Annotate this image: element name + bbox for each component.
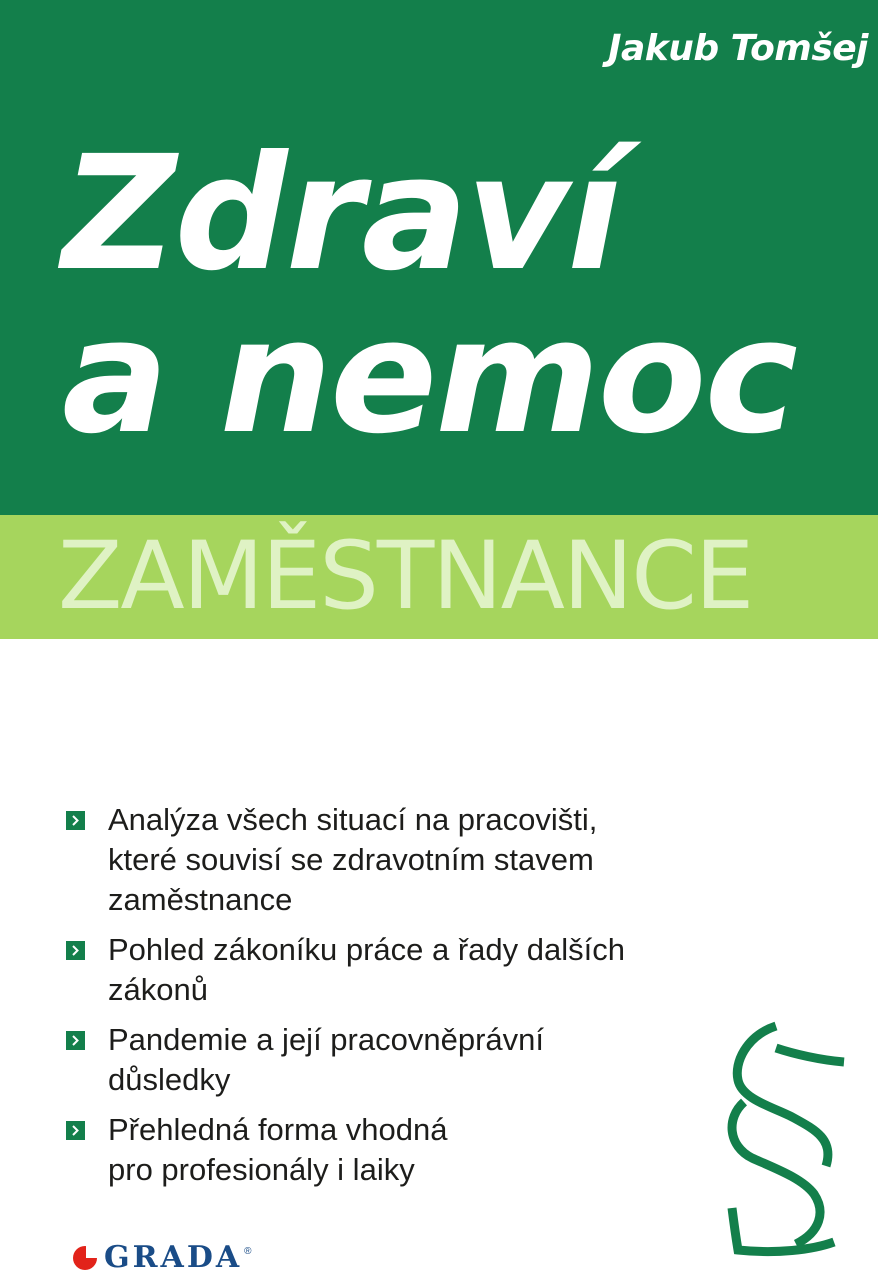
list-item bbox=[66, 800, 686, 920]
feature-text-line: důsledky bbox=[108, 1062, 231, 1097]
publisher-name: GRADA bbox=[104, 1240, 243, 1275]
feature-text-line: Pandemie a její pracovněprávní bbox=[108, 1022, 544, 1057]
section-sign-icon bbox=[716, 1018, 866, 1258]
feature-text-line: zaměstnance bbox=[108, 882, 293, 917]
book-title-line-1: Zdraví bbox=[62, 122, 620, 306]
publisher-logo bbox=[70, 1240, 252, 1275]
feature-text-line: zákonů bbox=[108, 972, 208, 1007]
feature-text-line: Pohled zákoníku práce a řady dalších bbox=[108, 932, 625, 967]
feature-text-line: které souvisí se zdravotním stavem bbox=[108, 842, 594, 877]
feature-text-line: Přehledná forma vhodná bbox=[108, 1112, 448, 1147]
book-subtitle: ZAMĚSTNANCE bbox=[58, 522, 753, 631]
chevron-right-icon bbox=[66, 1121, 85, 1140]
registered-mark: ® bbox=[244, 1246, 252, 1257]
chevron-right-icon bbox=[66, 811, 85, 830]
chevron-right-icon bbox=[66, 1031, 85, 1050]
feature-text-line: Analýza všech situací na pracovišti, bbox=[108, 802, 598, 837]
author-name: Jakub Tomšej bbox=[608, 28, 868, 69]
list-item bbox=[66, 1020, 686, 1100]
feature-text-line: pro profesionály i laiky bbox=[108, 1152, 415, 1187]
feature-list bbox=[66, 800, 686, 1200]
list-item bbox=[66, 930, 686, 1010]
book-title-line-2: a nemoc bbox=[62, 285, 797, 469]
list-item bbox=[66, 1110, 686, 1190]
chevron-right-icon bbox=[66, 941, 85, 960]
